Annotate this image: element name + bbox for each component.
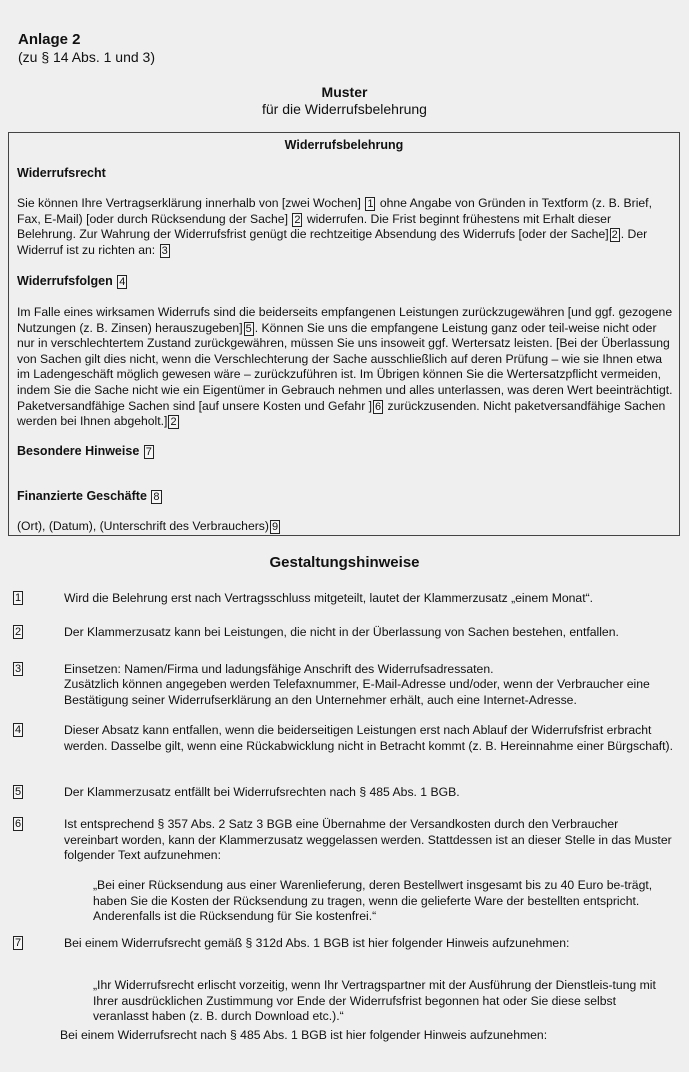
heading-text: Finanzierte Geschäfte [17,489,147,503]
text: . Können Sie uns die empfangene Leistung ganz oder teil-weise nicht oder nur in verschlechtertem Zustand zurückgewähren, müssen Sie uns insoweit ggf. Wertersatz leisten. [Bei der Überlassung von Sachen gilt dies nicht, wenn die Verschlechterung der Sache ausschließlich auf deren Prüfung – wie sie Ihnen etwa im Ladengeschäft möglich gewesen wäre – zurückzuführen ist. Im Übrigen können Sie die Wertersatzpflicht vermeiden, indem Sie die Sache nicht wie ein Eigentümer in Gebrauch nehmen und alles unterlassen, was deren Wert beeinträchtigt. Paketversandfähige Sachen sind [auf unsere Kosten und Gefahr ] [17,320,673,413]
heading-widerrufsrecht: Widerrufsrecht [17,166,106,180]
note-number: 1 [15,592,22,604]
note-text: Wird die Belehrung erst nach Vertragsschluss mitgeteilt, lautet der Klammerzusatz „einem Monat“. [64,591,594,605]
footnote-marker: 6 [375,400,382,413]
text: zurückzusenden. Nicht paketversandfähige Sachen werden bei Ihnen abgeholt.] [17,398,666,429]
note-text: Der Klammerzusatz kann bei Leistungen, die nicht in der Überlassung von Sachen bestehen, entfallen. [64,625,619,639]
heading-text: Besondere Hinweise [17,444,140,458]
note-number: 2 [15,626,22,638]
footnote-marker: 5 [245,322,252,335]
footnote-marker: 1 [367,198,374,210]
note-quote: „Bei einer Rücksendung aus einer Warenlieferung, deren Bestellwert insgesamt bis zu 40 Euro be-trägt, haben Sie die Kosten der Rücksendung zu tragen, wenn die gelieferte Ware der bestellten entspricht. Anderenfalls ist die Rücksendung für Sie kostenfrei.“ [93,878,653,924]
text: Im Falle eines wirksamen Widerrufs sind die beiderseits empfangenen Leistungen zurückzugewähren [und ggf. gezogene Nutzungen (z. B. Zinsen) herauszugeben] [17,305,673,335]
widerrufsbelehrung-box [8,132,680,536]
footnote-marker: 2 [611,229,618,242]
note-number: 3 [15,663,22,675]
text: widerrufen. Die Frist beginnt frühestens mit Erhalt dieser Belehrung. Zur Wahrung der Widerrufsfrist genügt die rechtzeitige Absendung des Widerrufs [oder der Sache] [17,211,612,242]
text: (Ort), (Datum), (Unterschrift des Verbrauchers) [17,519,269,533]
annex-subtitle: (zu § 14 Abs. 1 und 3) [18,49,155,65]
annex-title: Anlage 2 [18,31,81,48]
heading-text: Widerrufsfolgen [17,274,113,288]
heading-besondere-hinweise [17,444,155,460]
text: Sie können Ihre Vertragserklärung innerhalb von [zwei Wochen] [17,196,361,210]
footnote-marker: 2 [294,213,301,226]
muster-title: Muster [321,84,368,100]
heading-finanzierte-geschaefte [17,489,163,505]
paragraph-widerrufsrecht [17,196,673,258]
note-number: 7 [15,937,22,949]
signature-line [17,519,673,535]
paragraph-widerrufsfolgen [17,305,673,430]
muster-subtitle: für die Widerrufsbelehrung [262,101,427,117]
note-text: Der Klammerzusatz entfällt bei Widerrufsrechten nach § 485 Abs. 1 BGB. [64,785,460,799]
note-text: Dieser Absatz kann entfallen, wenn die beiderseitigen Leistungen erst nach Ablauf der Widerrufsfrist erbracht werden. Dasselbe gilt, wenn eine Rückabwicklung nicht in Betracht kommt (z. B. Hereinnahme einer Bürgschaft). [64,723,673,753]
footnote-marker: 4 [119,276,126,288]
footnote-marker: 3 [161,244,168,257]
note-text-continued: Zusätzlich können angegeben werden Telefaxnummer, E-Mail-Adresse und/oder, wenn der Verbraucher eine Bestätigung seiner Widerrufserklärung an den Unternehmer erhält, auch eine Internet-Adresse. [64,677,650,707]
note-number: 4 [15,724,22,736]
gestaltungshinweise-title: Gestaltungshinweise [269,554,420,571]
note-text-continued: Bei einem Widerrufsrecht nach § 485 Abs. 1 BGB ist hier folgender Hinweis aufzunehmen: [60,1028,548,1042]
text: . Der Widerruf ist zu richten an: [17,227,648,257]
footnote-marker: 9 [271,521,279,533]
note-quote: „Ihr Widerrufsrecht erlischt vorzeitig, wenn Ihr Vertragspartner mit der Ausführung der Dienstleis-tung mit Ihrer ausdrücklichen Zustimmung vor Ende der Widerrufsfrist begonnen hat oder Sie diese selbst veranlasst haben (z. B. durch Download etc.).“ [93,978,656,1024]
note-number: 6 [15,818,22,830]
note-number: 5 [15,786,22,798]
box-title: Widerrufsbelehrung [284,138,404,152]
note-text: Einsetzen: Namen/Firma und ladungsfähige Anschrift des Widerrufsadressaten. [64,662,494,676]
heading-widerrufsfolgen [17,274,128,290]
note-text: Ist entsprechend § 357 Abs. 2 Satz 3 BGB eine Übernahme der Versandkosten durch den Verbraucher vereinbart worden, kann der Klammerzusatz weggelassen werden. Stattdessen ist an dieser Stelle in das Muster folgender Text aufzunehmen: [64,817,672,863]
note-text: Bei einem Widerrufsrecht gemäß § 312d Abs. 1 BGB ist hier folgender Hinweis aufzunehmen: [64,936,570,950]
text: ohne Angabe von Gründen in Textform (z. B. Brief, Fax, E-Mail) [oder durch Rücksendung der Sache] [17,196,652,226]
footnote-marker: 7 [145,446,152,458]
footnote-marker: 2 [170,416,177,429]
footnote-marker: 8 [153,491,160,503]
